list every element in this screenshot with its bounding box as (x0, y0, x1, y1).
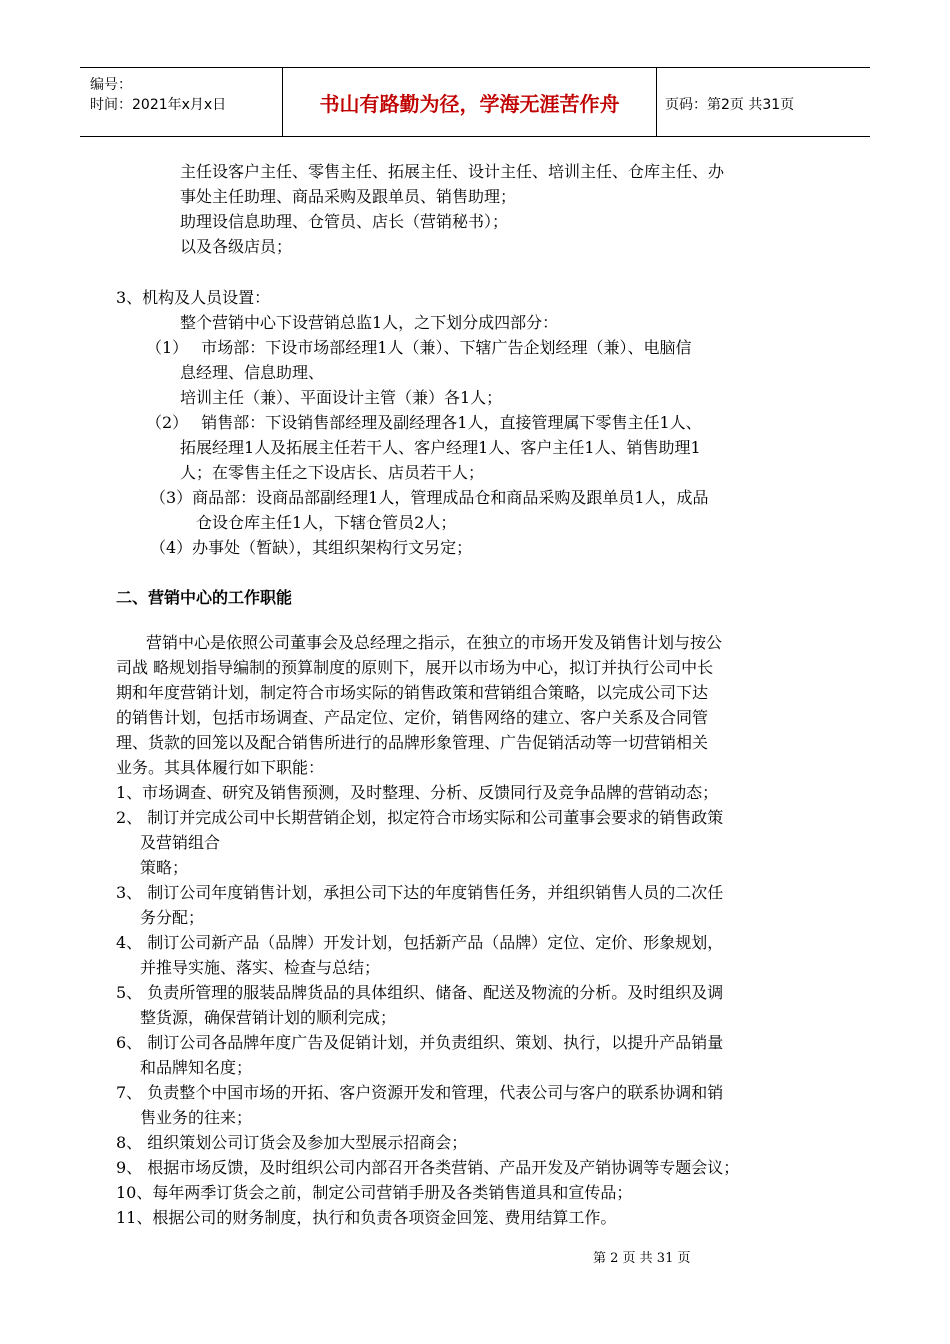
text-line: 和品牌知名度； (140, 1058, 253, 1077)
header-date: 时间：2021年x月x日 (90, 97, 227, 113)
text-line: 业务。其具体履行如下职能： (116, 758, 325, 777)
text-line: 的销售计划，包括市场调查、产品定位、定价，销售网络的建立、客户关系及合同管 (116, 708, 709, 727)
text-line: 4、 制订公司新产品（品牌）开发计划，包括新产品（品牌）定位、定价、形象规划， (116, 933, 724, 952)
text-line: 拓展经理1人及拓展主任若干人、客户经理1人、客户主任1人、销售助理1 (180, 438, 701, 457)
text-line: （2） 销售部：下设销售部经理及副经理各1人，直接管理属下零售主任1人、 (146, 413, 702, 432)
header-motto: 书山有路勤为径，学海无涯苦作舟 (283, 68, 657, 136)
header-number: 编号： (90, 77, 132, 93)
text-line: 以及各级店员； (180, 237, 293, 256)
text-line: （4）办事处（暂缺），其组织架构行文另定； (150, 538, 473, 557)
text-line: 6、 制订公司各品牌年度广告及促销计划，并负责组织、策划、执行，以提升产品销量 (116, 1033, 724, 1052)
text-line: 培训主任（兼）、平面设计主管（兼）各1人； (180, 388, 503, 407)
page-header (80, 67, 870, 137)
text-line: 10、每年两季订货会之前，制定公司营销手册及各类销售道具和宣传品； (116, 1183, 633, 1202)
text-line: 理、货款的回笼以及配合销售所进行的品牌形象管理、广告促销活动等一切营销相关 (116, 733, 709, 752)
text-line: 事处主任助理、商品采购及跟单员、销售助理； (180, 187, 517, 206)
text-line: 策略； (140, 858, 189, 877)
text-line: 司战 略规划指导编制的预算制度的原则下，展开以市场为中心，拟订并执行公司中长 (116, 658, 714, 677)
section-heading: 二、营销中心的工作职能 (116, 588, 293, 607)
text-line: 营销中心是依照公司董事会及总经理之指示，在独立的市场开发及销售计划与按公 (146, 633, 723, 652)
header-page-number: 页码：第2页 共31页 (665, 97, 795, 113)
text-line: （1） 市场部：下设市场部经理1人（兼）、下辖广告企划经理（兼）、电脑信 (146, 338, 692, 357)
text-line: 人；在零售主任之下设店长、店员若干人； (180, 463, 485, 482)
text-line: 及营销组合 (140, 833, 221, 852)
text-line: 整个营销中心下设营销总监1人，之下划分成四部分： (180, 313, 559, 332)
text-line: 息经理、信息助理、 (180, 363, 325, 382)
text-line: 9、 根据市场反馈，及时组织公司内部召开各类营销、产品开发及产销协调等专题会议； (116, 1158, 740, 1177)
text-line: （3）商品部：设商品部副经理1人，管理成品仓和商品采购及跟单员1人，成品 (150, 488, 709, 507)
text-line: 3、机构及人员设置： (116, 288, 271, 307)
header-info-cell (80, 68, 283, 136)
text-line: 11、根据公司的财务制度，执行和负责各项资金回笼、费用结算工作。 (116, 1208, 617, 1227)
page-footer: 第 2 页 共 31 页 (593, 1251, 691, 1266)
text-line: 务分配； (140, 908, 205, 927)
text-line: 5、 负责所管理的服装品牌货品的具体组织、储备、配送及物流的分析。及时组织及调 (116, 983, 724, 1002)
text-line: 主任设客户主任、零售主任、拓展主任、设计主任、培训主任、仓库主任、办 (180, 162, 725, 181)
text-line: 7、 负责整个中国市场的开拓、客户资源开发和管理，代表公司与客户的联系协调和销 (116, 1083, 724, 1102)
text-line: 整货源，确保营销计划的顺利完成； (140, 1008, 397, 1027)
text-line: 3、 制订公司年度销售计划，承担公司下达的年度销售任务，并组织销售人员的二次任 (116, 883, 724, 902)
text-line: 期和年度营销计划，制定符合市场实际的销售政策和营销组合策略，以完成公司下达 (116, 683, 709, 702)
text-line: 8、 组织策划公司订货会及参加大型展示招商会； (116, 1133, 468, 1152)
text-line: 并推导实施、落实、检查与总结； (140, 958, 381, 977)
text-line: 2、 制订并完成公司中长期营销企划，拟定符合市场实际和公司董事会要求的销售政策 (116, 808, 724, 827)
text-line: 仓设仓库主任1人，下辖仓管员2人； (196, 513, 457, 532)
text-line: 1、市场调查、研究及销售预测，及时整理、分析、反馈同行及竞争品牌的营销动态； (116, 783, 719, 802)
text-line: 助理设信息助理、仓管员、店长（营销秘书）； (180, 212, 509, 231)
text-line: 售业务的往来； (140, 1108, 253, 1127)
